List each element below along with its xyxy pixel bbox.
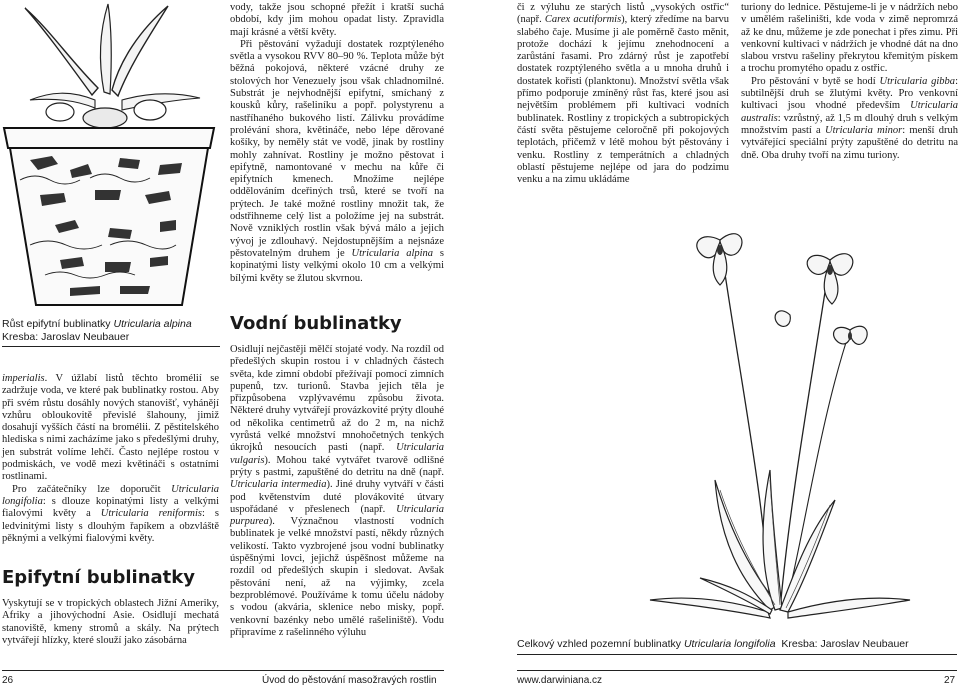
caption-rule-left xyxy=(2,346,220,347)
footer-page-number-right: 27 xyxy=(944,675,956,686)
heading-epiphytic: Epifytní bublinatky xyxy=(2,567,195,588)
column-2 xyxy=(230,2,444,285)
paragraph: vody, takže jsou schopné přežít i kratší suchá období, kdy jim mohou opadat listy. Zpravidla mají krásné a větší květy. xyxy=(230,2,444,38)
footer-rule-left xyxy=(2,670,444,671)
column-2-bottom xyxy=(230,344,444,639)
plant-drawing xyxy=(620,200,940,625)
paragraph: Vyskytují se v tropických oblastech Jižní Ameriky, Afriky a jihovýchodní Asie. Osidlují mechatá stanoviště, kmeny stromů a skály. Na prýtech vytvářejí hlízky, které slouží jako zásobárna xyxy=(2,598,219,646)
paragraph: turiony do lednice. Pěstujeme-li je v nádržích nebo v umělém rašeliništi, kde voda v zimě nepromrzá až ke dnu, můžeme je zde ponechat i přes zimu. Při venkovní kultivaci v nádržích je vhodné dát na dno slabou vrstvu rašeliny překrytou křemitým pískem a trochu promytého opadu z ostřic. xyxy=(741,2,958,75)
pot-drawing xyxy=(0,0,222,312)
paragraph: Pro pěstování v bytě se hodí Utricularia gibba: subtilnější druh se žlutými květy. Pro venkovní kultivaci jsou vhodné především Utricularia australis: vzrůstný, až 1,5 m dlouhý druh s velkým množstvím pastí a Utricularia minor: menší druh vytvářející speciální prýty zapuštěné do detritu na dně. Oba druhy tvoří na zimu turiony. xyxy=(741,75,959,161)
caption-species: Utricularia longifolia xyxy=(683,638,776,650)
footer-book-title: Úvod do pěstování masožravých rostlin xyxy=(262,675,437,686)
figure-caption-pot xyxy=(2,318,224,343)
figure-caption-plant: Celkový vzhled pozemní bublinatky Utricularia longifolia Kresba: Jaroslav Neubauer xyxy=(517,638,909,650)
paragraph: Osidlují nejčastěji mělčí stojaté vody. Na rozdíl od předešlých skupin rostou i v chladných částech světa, kde zimní období přežívají pomocí zimních pupenů, tzv. turionů. Stavba jejich těla je přizpůsobena vzplývavému způsobu života. Některé druhy vytvářejí provázkovité prýty dlouhé od několika centimetrů až do 2 m, na nichž vyrůstá velké množství mnohočetných tenkých úkrojků nesoucích pasti (např. Utricularia vulgaris). Mohou také vytvářet tvarově odlišné prýty s pastmi, zapuštěné do detritu na dně (např. Utricularia intermedia). Jiné druhy vytváří v části pod květenstvím duté plovákovité útvary uspořádané v přeslenech (např. Utricularia purpurea). Význačnou vlastností vodních bublinatek je velké množství pastí, někdy různých velikostí. Takto vyzbrojené jsou vodní bublinatky úspěšnými lovci, jejichž úspěšnost můžeme na rozdíl od předešlých skupin i sledovat. Avšak pěstování není, až na výjimky, zcela bezproblémové. Používáme k tomu účelu nádoby s vodou (akvária, sklenice nebo misky, popř. venkovní bazénky nebo umělé rašeliniště). Vodu připravíme z rašelinného výluhu xyxy=(230,344,445,638)
footer-url[interactable]: www.darwiniana.cz xyxy=(517,675,603,686)
footer-rule-right xyxy=(517,670,957,671)
paragraph: Pro začátečníky lze doporučit Utricularia longifolia: s dlouze kopinatými listy a velkými fialovými květy a Utricularia reniformis: s ledvinitými listy s dlouhým řapíkem a obzvláště pěknými a velkými fialovými květy. xyxy=(2,483,219,544)
column-1-bottom xyxy=(2,598,219,647)
pot-illustration xyxy=(0,0,222,312)
column-1 xyxy=(2,373,219,545)
column-3 xyxy=(517,2,729,186)
caption-credit: Kresba: Jaroslav Neubauer xyxy=(781,638,909,650)
caption-species: Utricularia alpina xyxy=(113,318,192,330)
heading-aquatic: Vodní bublinatky xyxy=(230,313,402,334)
caption-credit: Kresba: Jaroslav Neubauer xyxy=(2,330,130,343)
paragraph: imperialis. V úžlabí listů těchto bromélií se zadržuje voda, ve které pak bublinatky rostou. Aby při svém růstu dosáhly nových stanovišť, vyhánějí vzhůru obloukovitě převislé šlahouny, jimiž dosahují vyšších částí na bromélii. Z pěstitelského hlediska s nimi zacházíme jako s předešlými druhy, jen substrát volíme lehčí. Často nejlépe rostou v podmiskách, ve vodě mezi květináči s ostatními rostlinami. xyxy=(2,373,219,483)
plant-illustration xyxy=(620,200,940,625)
caption-rule-right xyxy=(517,654,957,655)
footer-page-number-left: 26 xyxy=(2,675,14,686)
paragraph: Při pěstování vyžadují dostatek rozptýleného světla a vysokou RVV 80–90 %. Teplota může být běžná pokojová, některé vzácné druhy ze stolových hor Venezuely jsou však chladnomilné. Substrát je nejvhodnější epifytní, smíchaný z kousků kůry, rašeliníku a popř. polystyrenu a nastříhaného bukového listí. Zálivku provádíme prolévání shora, květináče, nebo lépe děrované košíky, by neměly stát ve vodě, jinak by rostliny mohly zahnívat. Rostliny je možno pěstovat i epifytně, namontované v mechu na kůře či epifytních kmenech. Množíme nejlépe oddělováním dceřiných trsů, které se tvoří na prýtech. Je také možné rostliny množit tak, že odstřihneme celý list a položíme jej na substrát. Nově vzniklých rostlin však bývá málo a jejich vývoj je zdlouhavý. Nejdostupnějším a nejsnáze pěstovatelným druhem je Utricularia alpina s kopinatými listy velkými okolo 10 cm a velkými bílými květy se žlutou skvrnou. xyxy=(230,38,445,284)
paragraph: či z výluhu ze starých listů „vysokých ostřic“ (např. Carex acutiformis), který zředíme na barvu slabého čaje. Musíme ji ale poměrně často měnit, protože dochází k jejímu znehodnocení a zarůstání řasami. Pro zdárný růst je zapotřebí dostatek rozptýleného světla a u mnoha druhů i dostatek kořisti (planktonu). Množství světla však přímo podporuje zmíněný růst řas, které jsou asi největším problémem při kultivaci vodních bublinatek. Rostliny z tropických a subtropických částí světa pěstujeme celoročně při pokojových teplotách, přičemž v létě mohou být pěstovány i venku. Rostliny z temperátních a chladných oblastí pěstujeme nejlépe od jara do podzimu venku a na zimu ukládáme xyxy=(517,2,730,186)
caption-line: Růst epifytní bublinatky Utricularia alpina xyxy=(2,318,192,330)
column-4 xyxy=(741,2,958,162)
